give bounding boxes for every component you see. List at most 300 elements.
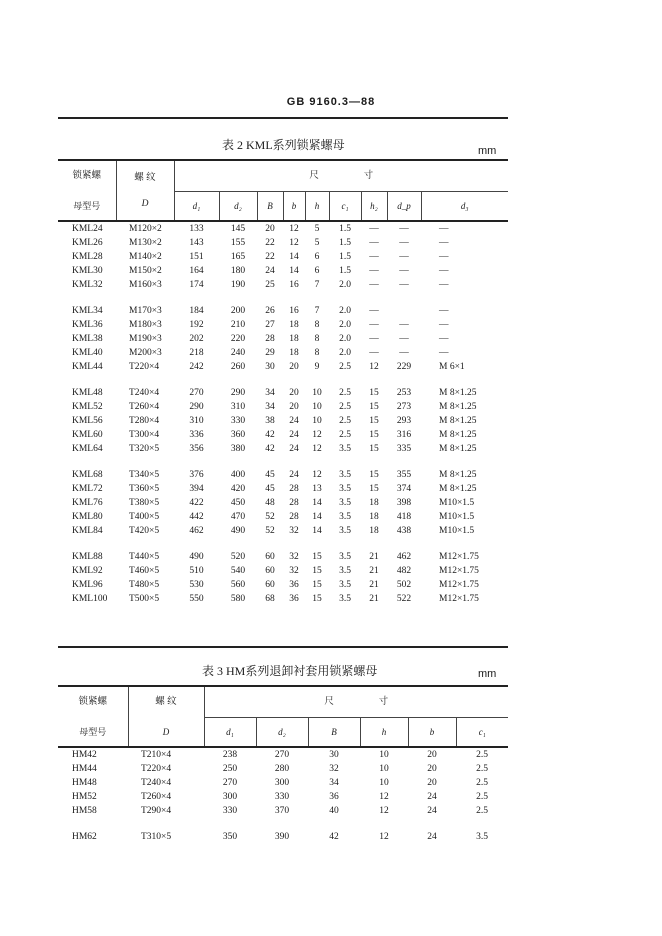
thread-cell: T320×5 [129, 444, 160, 454]
table-row [58, 762, 508, 776]
table-cell: — [399, 280, 409, 290]
table-cell: 36 [289, 594, 299, 604]
table3-header-thread-symbol: D [128, 718, 204, 748]
table-cell: — [369, 306, 379, 316]
table-cell: 2.5 [476, 764, 488, 774]
table-cell: 238 [222, 750, 238, 760]
table-cell: 2.5 [476, 792, 488, 802]
table-cell: 21 [369, 580, 379, 590]
table-cell: 336 [189, 430, 204, 440]
table2-caption: 表 2 KML系列锁紧螺母 [222, 138, 345, 152]
table-cell: 12 [312, 444, 322, 454]
thread-cell: T340×5 [129, 470, 160, 480]
table-cell: 24 [289, 430, 299, 440]
table-cell: — [439, 348, 449, 358]
table-cell: 15 [312, 566, 322, 576]
table-cell: 218 [189, 348, 204, 358]
table-cell: M12×1.75 [439, 580, 479, 590]
table3-size-header-2: 寸 [378, 697, 389, 707]
table3-sub-header: b [408, 718, 456, 748]
nut-type-cell: KML38 [72, 334, 103, 344]
table-cell: 52 [265, 526, 275, 536]
table-cell: 202 [189, 334, 204, 344]
table-row [58, 318, 508, 332]
table-cell: 28 [289, 512, 299, 522]
table-row [58, 400, 508, 414]
table-cell: 462 [396, 552, 412, 562]
table-cell: 560 [230, 580, 246, 590]
table-cell: 502 [396, 580, 412, 590]
table-cell: — [399, 320, 409, 330]
table-cell: 398 [396, 498, 412, 508]
nut-type-cell: KML72 [72, 484, 103, 494]
table-cell: 2.5 [476, 778, 488, 788]
table-cell: 18 [369, 526, 379, 536]
table3-unit: mm [478, 668, 497, 680]
table-row [58, 592, 508, 606]
table-cell: 45 [265, 470, 275, 480]
table-cell: 310 [230, 402, 246, 412]
table-cell: 24 [289, 470, 299, 480]
table2-sub-header: c₁ [329, 192, 361, 222]
thread-cell: M120×2 [129, 224, 162, 234]
table-row [58, 790, 508, 804]
table-row [58, 776, 508, 790]
table-cell: 12 [289, 238, 299, 248]
table-cell: 15 [369, 470, 379, 480]
thread-cell: T300×4 [129, 430, 160, 440]
table-cell: 12 [379, 832, 389, 842]
table-cell: 32 [289, 526, 299, 536]
thread-cell: T240×4 [141, 778, 172, 788]
table-cell: 14 [312, 512, 322, 522]
table-cell: M 8×1.25 [439, 402, 477, 412]
table-cell: 450 [230, 498, 246, 508]
table-cell: 21 [369, 552, 379, 562]
table-cell: 330 [222, 806, 238, 816]
table-cell: 7 [314, 280, 320, 290]
table-row [58, 278, 508, 292]
table2-header-nut-type-1: 锁紧螺 [72, 171, 101, 182]
table-cell: 3.5 [339, 594, 351, 604]
nut-type-cell: KML36 [72, 320, 103, 330]
table-cell: 420 [230, 484, 246, 494]
table-row [58, 496, 508, 510]
table-cell: M12×1.75 [439, 594, 479, 604]
nut-type-cell: KML28 [72, 252, 103, 262]
table-cell: — [369, 224, 379, 234]
table3-sub-header: d₁ [204, 718, 256, 748]
table3-size-header [204, 687, 508, 718]
table-cell: 42 [265, 430, 275, 440]
table-cell: — [399, 266, 409, 276]
table-row [58, 264, 508, 278]
table-cell: 360 [230, 430, 246, 440]
table-cell: 2.0 [339, 348, 351, 358]
table-cell: — [399, 348, 409, 358]
table-cell: 3.5 [339, 498, 351, 508]
table-cell: 273 [396, 402, 412, 412]
table-cell: 290 [189, 402, 204, 412]
thread-cell: M200×3 [129, 348, 162, 358]
table-cell: 15 [369, 402, 379, 412]
table-cell: 310 [189, 416, 204, 426]
table-cell: 15 [369, 388, 379, 398]
table-cell: 242 [189, 362, 204, 372]
table-cell: 5 [314, 224, 320, 234]
table2-size-header [174, 161, 508, 192]
table-row [58, 830, 508, 844]
table-cell: 155 [230, 238, 246, 248]
table-cell: 300 [222, 792, 238, 802]
table-cell: 2.0 [339, 306, 351, 316]
table-cell: 164 [189, 266, 204, 276]
table-cell: 20 [427, 750, 437, 760]
table-cell: 165 [230, 252, 246, 262]
table-cell: — [369, 266, 379, 276]
table-cell: 12 [379, 792, 389, 802]
table-cell: 10 [379, 764, 389, 774]
table-row [58, 346, 508, 360]
table-row [58, 510, 508, 524]
table-cell: — [399, 334, 409, 344]
table-cell: 15 [312, 580, 322, 590]
table-cell: 3.5 [339, 484, 351, 494]
table-cell: 3.5 [339, 566, 351, 576]
table2-header-thread-label [116, 161, 174, 221]
table-cell: 200 [230, 306, 246, 316]
table3-sub-header: B [308, 718, 360, 748]
table-row [58, 564, 508, 578]
table-cell: M 8×1.25 [439, 444, 477, 454]
table-cell: 250 [222, 764, 238, 774]
table-cell: 270 [274, 750, 290, 760]
table-cell: 34 [329, 778, 339, 788]
nut-type-cell: KML80 [72, 512, 103, 522]
table2-unit: mm [478, 145, 497, 157]
table-cell: 15 [312, 594, 322, 604]
table-cell: 316 [396, 430, 412, 440]
table-cell: 36 [329, 792, 339, 802]
table-cell: 20 [289, 388, 299, 398]
table-cell: — [369, 320, 379, 330]
table-cell: 3.5 [339, 580, 351, 590]
table-cell: 6 [314, 266, 320, 276]
nut-type-cell: KML88 [72, 552, 103, 562]
table-cell: 14 [312, 526, 322, 536]
table-row [58, 304, 508, 318]
thread-cell: T380×5 [129, 498, 160, 508]
table-cell: 280 [274, 764, 290, 774]
table-cell: 15 [369, 416, 379, 426]
table-cell: — [439, 266, 449, 276]
thread-cell: M150×2 [129, 266, 162, 276]
table-cell: 29 [265, 348, 275, 358]
nut-type-cell: HM52 [72, 792, 97, 802]
table-cell: 190 [230, 280, 246, 290]
table-cell: 220 [230, 334, 246, 344]
nut-type-cell: KML52 [72, 402, 103, 412]
table-cell: — [369, 348, 379, 358]
table3-header-thread-label: 螺 纹 [128, 687, 204, 718]
table-cell: 42 [265, 444, 275, 454]
thread-cell: M140×2 [129, 252, 162, 262]
table-cell: M 8×1.25 [439, 430, 477, 440]
nut-type-cell: KML64 [72, 444, 103, 454]
table-cell: 12 [289, 224, 299, 234]
thread-cell: T240×4 [129, 388, 160, 398]
table-cell: 24 [427, 806, 437, 816]
table-cell: 20 [289, 362, 299, 372]
table-cell: 18 [369, 498, 379, 508]
table3 [58, 687, 508, 844]
table-cell: 60 [265, 566, 275, 576]
table3-caption: 表 3 HM系列退卸衬套用锁紧螺母 [202, 664, 378, 678]
table-cell: 490 [230, 526, 246, 536]
table-cell: 335 [396, 444, 412, 454]
thread-cell: M160×3 [129, 280, 162, 290]
table-cell: 380 [230, 444, 246, 454]
nut-type-cell: KML60 [72, 430, 103, 440]
table-cell: 356 [189, 444, 204, 454]
table-row [58, 414, 508, 428]
header-rule [58, 117, 508, 119]
page-header: GB 9160.3—88 [286, 96, 376, 108]
table-cell: 10 [379, 750, 389, 760]
table-cell: 394 [189, 484, 204, 494]
table-cell: — [439, 334, 449, 344]
table-cell: 2.5 [339, 416, 351, 426]
table-cell: 355 [396, 470, 412, 480]
table-cell: M12×1.75 [439, 552, 479, 562]
nut-type-cell: KML84 [72, 526, 103, 536]
nut-type-cell: KML30 [72, 266, 103, 276]
table-row [58, 250, 508, 264]
table-cell: 32 [289, 552, 299, 562]
table-cell: 390 [274, 832, 290, 842]
nut-type-cell: KML68 [72, 470, 103, 480]
thread-cell: T480×5 [129, 580, 160, 590]
table-row [58, 428, 508, 442]
table2-sub-header: d₃ [421, 192, 508, 222]
table-cell: 20 [265, 224, 275, 234]
nut-type-cell: KML92 [72, 566, 103, 576]
table-cell: 174 [189, 280, 204, 290]
table-cell: 8 [314, 334, 320, 344]
table-cell: 540 [230, 566, 246, 576]
table-cell: 462 [189, 526, 204, 536]
table-cell: 133 [189, 224, 204, 234]
nut-type-cell: HM42 [72, 750, 97, 760]
table-cell: M 8×1.25 [439, 470, 477, 480]
table-cell: 151 [189, 252, 204, 262]
table2-bottom-rule [58, 646, 508, 648]
table-cell: 12 [379, 806, 389, 816]
table-row [58, 236, 508, 250]
table2 [58, 161, 508, 606]
table-cell: 422 [189, 498, 204, 508]
table-cell: — [369, 252, 379, 262]
table2-sub-header: d₁ [174, 192, 219, 222]
table-cell: 470 [230, 512, 246, 522]
table-cell: 10 [312, 402, 322, 412]
table-cell: 490 [189, 552, 204, 562]
table-cell: 36 [289, 580, 299, 590]
thread-cell: T310×5 [141, 832, 172, 842]
table-cell: 32 [329, 764, 339, 774]
table-cell: 24 [289, 416, 299, 426]
table-row [58, 578, 508, 592]
table-cell: 2.0 [339, 280, 351, 290]
table-row [58, 332, 508, 346]
table-cell: 376 [189, 470, 204, 480]
table2-header-thread-symbol: D [141, 198, 149, 209]
table-cell: 2.0 [339, 334, 351, 344]
table-cell: M 8×1.25 [439, 416, 477, 426]
table-cell: 2.0 [339, 320, 351, 330]
thread-cell: M180×3 [129, 320, 162, 330]
table3-header-nut-type-2: 母型号 [79, 726, 107, 737]
table-cell: 270 [189, 388, 204, 398]
table-row [58, 221, 508, 236]
table2-header-nut-type-2: 母型号 [73, 200, 101, 211]
table-cell: 13 [312, 484, 322, 494]
table-cell: — [399, 238, 409, 248]
table-cell: 18 [289, 334, 299, 344]
table-cell: — [439, 252, 449, 262]
table-cell: 7 [314, 306, 320, 316]
nut-type-cell: HM58 [72, 806, 97, 816]
nut-type-cell: KML56 [72, 416, 103, 426]
table2-sub-header: B [257, 192, 283, 222]
table-cell: M10×1.5 [439, 512, 475, 522]
nut-type-cell: KML44 [72, 362, 103, 372]
table-cell: 370 [274, 806, 290, 816]
table-cell: 260 [230, 362, 246, 372]
table-cell: — [399, 252, 409, 262]
table-cell: 15 [312, 552, 322, 562]
table-cell: 510 [189, 566, 204, 576]
table2-sub-header: h [305, 192, 329, 222]
table-cell: 18 [369, 512, 379, 522]
table-cell: 229 [396, 362, 412, 372]
table-cell: 40 [329, 806, 339, 816]
table-cell: 300 [274, 778, 290, 788]
table-cell: 3.5 [339, 444, 351, 454]
table-cell: 24 [265, 266, 275, 276]
table3-sub-header: c₁ [456, 718, 508, 748]
table-cell: 270 [222, 778, 238, 788]
table-cell: 21 [369, 566, 379, 576]
table-cell: 26 [265, 306, 275, 316]
table-cell: 550 [189, 594, 204, 604]
table-cell: — [399, 224, 409, 234]
table-cell: 400 [230, 470, 246, 480]
table2-size-header-1: 尺 [309, 171, 319, 181]
table-cell: 442 [189, 512, 204, 522]
table-cell: — [439, 238, 449, 248]
table-row [58, 550, 508, 564]
table-cell: 192 [189, 320, 204, 330]
table-cell: 184 [189, 306, 204, 316]
table-cell: 6 [314, 252, 320, 262]
table-cell: 10 [312, 416, 322, 426]
table-cell: — [369, 280, 379, 290]
table-cell: 3.5 [339, 512, 351, 522]
table-cell: 16 [289, 280, 299, 290]
thread-cell: M190×3 [129, 334, 162, 344]
table-cell: 12 [312, 470, 322, 480]
table-cell: 530 [189, 580, 204, 590]
table-cell: — [439, 320, 449, 330]
table-cell: 25 [265, 280, 275, 290]
thread-cell: T210×4 [141, 750, 172, 760]
table-row [58, 386, 508, 400]
table-cell: 32 [289, 566, 299, 576]
thread-cell: T220×4 [129, 362, 160, 372]
table-cell: 145 [230, 224, 246, 234]
thread-cell: T440×5 [129, 552, 160, 562]
thread-cell: M130×2 [129, 238, 162, 248]
table-cell: 8 [314, 320, 320, 330]
table-cell: 10 [379, 778, 389, 788]
table-cell: 15 [369, 484, 379, 494]
table-cell: M10×1.5 [439, 498, 475, 508]
nut-type-cell: KML48 [72, 388, 103, 398]
table-cell: 8 [314, 348, 320, 358]
table3-sub-header: d₂ [256, 718, 308, 748]
table-row [58, 468, 508, 482]
table-cell: 24 [289, 444, 299, 454]
table-cell: 45 [265, 484, 275, 494]
table-cell: 42 [329, 832, 339, 842]
table-cell: 60 [265, 552, 275, 562]
table-cell: 20 [427, 764, 437, 774]
table-row [58, 804, 508, 818]
table-cell: 34 [265, 402, 275, 412]
table2-sub-header: d_p [387, 192, 421, 222]
table-cell: 14 [289, 252, 299, 262]
thread-cell: M170×3 [129, 306, 162, 316]
table-cell: 2.5 [339, 362, 351, 372]
table-cell: 5 [314, 238, 320, 248]
thread-cell: T260×4 [141, 792, 172, 802]
table-cell: 210 [230, 320, 246, 330]
table-cell: M12×1.75 [439, 566, 479, 576]
nut-type-cell: HM48 [72, 778, 97, 788]
table-cell: 482 [396, 566, 412, 576]
table-cell: 330 [230, 416, 246, 426]
table-cell: 30 [265, 362, 275, 372]
table2-header-thread-name: 螺 纹 [134, 172, 156, 183]
table3-size-header-1: 尺 [324, 697, 334, 707]
table2-sub-header: d₂ [219, 192, 257, 222]
table-cell: — [439, 306, 449, 316]
table-cell: 14 [289, 266, 299, 276]
thread-cell: T460×5 [129, 566, 160, 576]
table-cell: 2.5 [476, 750, 488, 760]
nut-type-cell: KML96 [72, 580, 103, 590]
table-cell: 1.5 [339, 238, 351, 248]
table-cell: 16 [289, 306, 299, 316]
table-cell: M10×1.5 [439, 526, 475, 536]
table-cell: 12 [312, 430, 322, 440]
table-cell: 60 [265, 580, 275, 590]
table-cell: 2.5 [476, 806, 488, 816]
table-cell [387, 304, 421, 318]
table-row [58, 442, 508, 456]
table-cell: 290 [230, 388, 246, 398]
